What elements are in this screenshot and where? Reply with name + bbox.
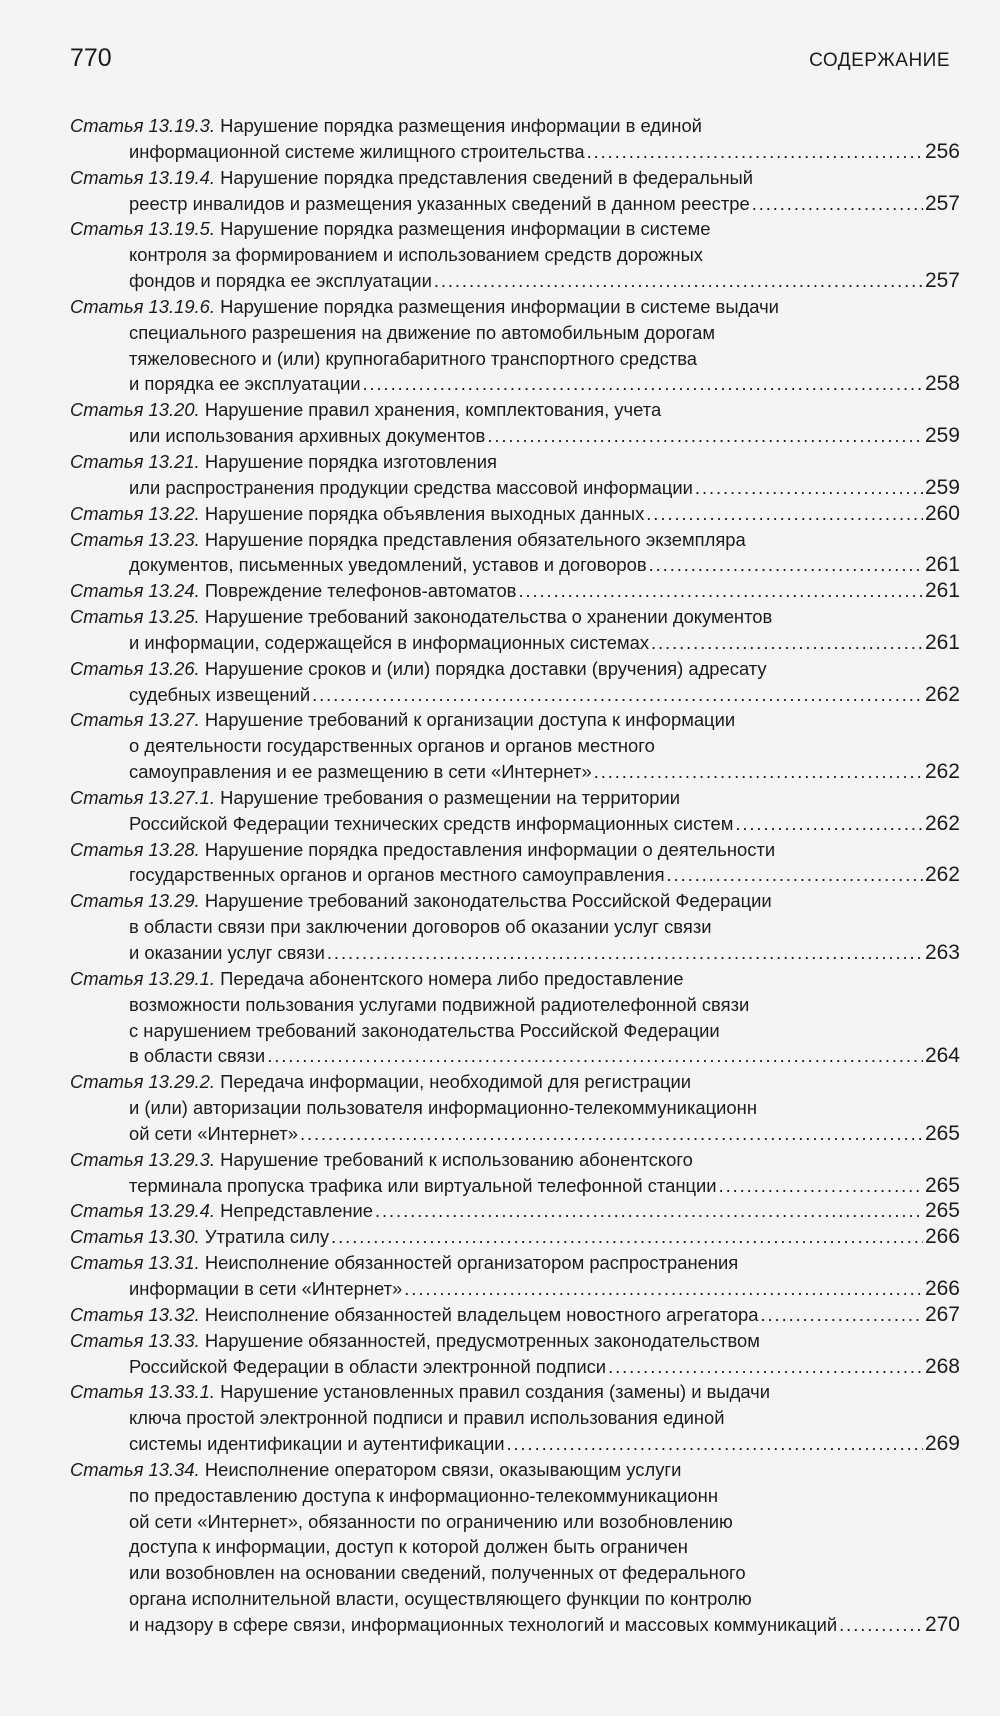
article-title-line: с нарушением требований законодательства Российской Федерации — [129, 1019, 720, 1041]
toc-entry-text — [70, 709, 735, 730]
article-number: Статья 13.25. — [70, 606, 200, 628]
toc-entry-text — [70, 606, 772, 627]
toc-page-number: 256 — [924, 139, 960, 163]
toc-entry-line — [70, 1224, 960, 1250]
toc-entry-text — [129, 423, 485, 449]
toc-entry-line — [70, 346, 960, 372]
dot-leader — [300, 1121, 923, 1147]
article-number: Статья 13.27.1. — [70, 786, 216, 808]
article-title-line: и порядка ее эксплуатации — [129, 373, 361, 395]
toc-entry — [70, 888, 960, 966]
article-title-line: ой сети «Интернет» — [129, 1122, 298, 1144]
toc-entry-line — [70, 397, 960, 423]
toc-page-number: 263 — [924, 941, 960, 964]
toc-entry — [70, 707, 960, 785]
article-title-line: Передача абонентского номера либо предоставление — [220, 967, 684, 989]
toc-entry-line — [70, 707, 960, 733]
toc-entry-line — [70, 733, 960, 759]
article-number: Статья 13.22. — [70, 502, 200, 524]
article-title-line: и надзору в сфере связи, информационных технологий и массовых коммуникаций — [129, 1613, 838, 1635]
dot-leader — [375, 1198, 923, 1224]
toc-entry — [70, 604, 960, 656]
dot-leader — [719, 1173, 923, 1199]
article-title-line: Нарушение порядка размещения информации в системе выдачи — [220, 295, 779, 317]
toc-entry — [70, 785, 960, 837]
toc-entry-line — [70, 656, 960, 682]
article-title-line: государственных органов и органов местного самоуправления — [129, 864, 665, 886]
article-number: Статья 13.19.4. — [70, 166, 216, 188]
toc-entry-text — [129, 1536, 688, 1557]
toc-entry-line — [70, 1509, 960, 1535]
running-title: СОДЕРЖАНИЕ — [809, 50, 950, 71]
toc-entry-line — [70, 837, 960, 863]
toc-entry-text — [70, 167, 753, 188]
toc-entry-line — [70, 268, 960, 294]
toc-page-number: 258 — [924, 372, 960, 396]
toc-page-number: 264 — [924, 1044, 960, 1068]
toc-entry-text — [70, 1459, 681, 1480]
article-title-line: Нарушение порядка размещения информации в системе — [220, 218, 711, 240]
article-number: Статья 13.19.3. — [70, 115, 216, 136]
dot-leader — [667, 862, 923, 888]
article-title-line: и (или) авторизации пользователя информационно-телекоммуникационн — [129, 1097, 757, 1119]
article-title-line: терминала пропуска трафика или виртуальной телефонной станции — [129, 1174, 717, 1196]
toc-entry-line — [70, 1534, 960, 1560]
toc-entry-line — [70, 604, 960, 630]
article-number: Статья 13.31. — [70, 1252, 200, 1274]
toc-entry-line — [70, 1560, 960, 1586]
article-number: Статья 13.29.4. — [70, 1200, 216, 1222]
toc-entry-text — [70, 296, 779, 317]
article-title-line: Передача информации, необходимой для регистрации — [220, 1071, 692, 1093]
article-title-line: Нарушение порядка представления сведений в федеральный — [220, 166, 754, 188]
toc-entry-text — [129, 1511, 733, 1532]
article-title-line: по предоставлению доступа к информационно-телекоммуникационн — [129, 1484, 718, 1506]
article-number: Статья 13.34. — [70, 1458, 200, 1480]
article-title-line: о деятельности государственных органов и органов местного — [129, 735, 655, 757]
toc-entry — [70, 113, 960, 165]
article-title-line: и информации, содержащейся в информационных системах — [129, 631, 650, 653]
dot-leader — [267, 1043, 923, 1069]
toc-entry-text — [129, 552, 647, 578]
article-title-line: Нарушение обязанностей, предусмотренных законодательством — [204, 1329, 760, 1351]
toc-page-number: 261 — [924, 553, 960, 577]
toc-entry — [70, 1250, 960, 1302]
toc-page-number: 267 — [924, 1302, 960, 1326]
toc-page-number: 268 — [924, 1354, 960, 1378]
toc-entry-line — [70, 1405, 960, 1431]
article-title-line: или распространения продукции средства массовой информации — [129, 476, 693, 498]
toc-entry — [70, 449, 960, 501]
toc-entry-line — [70, 1302, 960, 1328]
article-title-line: Утратила силу — [204, 1226, 330, 1248]
toc-entry — [70, 397, 960, 449]
toc-entry-text — [129, 191, 750, 217]
article-number: Статья 13.30. — [70, 1226, 200, 1248]
toc-entry-line — [70, 1250, 960, 1276]
toc-entry-line — [70, 914, 960, 940]
toc-entry-text — [129, 371, 361, 397]
article-number: Статья 13.26. — [70, 657, 200, 679]
article-title-line: и оказании услуг связи — [129, 942, 325, 963]
toc-page-number: 257 — [924, 191, 960, 215]
dot-leader — [646, 501, 923, 527]
toc-entry-text — [129, 1097, 757, 1118]
toc-entry — [70, 294, 960, 397]
toc-entry-line — [70, 242, 960, 268]
toc-entry-text — [70, 1224, 329, 1250]
toc-page-number: 262 — [924, 863, 960, 887]
dot-leader — [594, 759, 923, 785]
article-title-line: контроля за формированием и использованием средств дорожных — [129, 244, 703, 266]
article-number: Статья 13.24. — [70, 580, 200, 602]
dot-leader — [735, 811, 923, 837]
toc-entry-text — [129, 348, 697, 369]
toc-entry-text — [70, 1302, 759, 1328]
article-title-line: системы идентификации и аутентификации — [129, 1433, 505, 1455]
dot-leader — [327, 940, 923, 966]
table-of-contents — [70, 113, 960, 1638]
toc-entry-line — [70, 1612, 960, 1638]
toc-entry-line — [70, 811, 960, 837]
toc-entry-line — [70, 1379, 960, 1405]
article-title-line: Нарушение сроков и (или) порядка доставки (вручения) адресату — [204, 657, 767, 679]
toc-entry-text — [70, 1252, 738, 1273]
article-title-line: Нарушение правил хранения, комплектования, учета — [204, 399, 662, 421]
toc-entry — [70, 1198, 960, 1224]
toc-entry-text — [70, 1149, 693, 1170]
article-number: Статья 13.29.2. — [70, 1071, 216, 1093]
dot-leader — [839, 1612, 923, 1638]
article-title-line: специального разрешения на движение по автомобильным дорогам — [129, 321, 715, 343]
toc-page-number: 262 — [924, 682, 960, 706]
dot-leader — [608, 1354, 923, 1380]
toc-entry-text — [70, 890, 772, 911]
toc-page-number: 259 — [924, 424, 960, 448]
article-title-line: в области связи при заключении договоров об оказании услуг связи — [129, 916, 712, 938]
toc-entry-text — [129, 940, 325, 966]
toc-entry-line — [70, 1095, 960, 1121]
toc-entry-line — [70, 113, 960, 139]
toc-entry-text — [129, 1276, 402, 1302]
toc-entry — [70, 1224, 960, 1250]
toc-entry-text — [70, 1381, 770, 1402]
article-title-line: Нарушение порядка объявления выходных данных — [204, 502, 645, 524]
page-header — [70, 44, 950, 80]
toc-entry-text — [70, 501, 644, 527]
toc-entry-text — [70, 1198, 373, 1224]
toc-entry-text — [70, 578, 516, 604]
dot-leader — [651, 630, 923, 656]
article-title-line: документов, письменных уведомлений, уставов и договоров — [129, 554, 647, 576]
dot-leader — [649, 552, 923, 578]
article-title-line: Нарушение установленных правил создания (замены) и выдачи — [220, 1381, 771, 1403]
toc-entry-text — [129, 244, 703, 265]
toc-entry — [70, 966, 960, 1069]
toc-entry-line — [70, 216, 960, 242]
toc-page-number: 270 — [924, 1612, 960, 1636]
article-title-line: Нарушение требований законодательства о хранении документов — [204, 606, 773, 628]
toc-entry-line — [70, 294, 960, 320]
dot-leader — [752, 191, 923, 217]
dot-leader — [761, 1302, 923, 1328]
dot-leader — [331, 1224, 923, 1250]
article-number: Статья 13.29. — [70, 890, 200, 912]
toc-entry-text — [129, 1431, 505, 1457]
toc-entry-text — [70, 658, 767, 679]
article-title-line: фондов и порядка ее эксплуатации — [129, 270, 432, 292]
toc-entry-line — [70, 1276, 960, 1302]
article-number: Статья 13.19.6. — [70, 295, 216, 317]
toc-entry-text — [129, 1588, 752, 1609]
toc-entry — [70, 578, 960, 604]
article-number: Статья 13.29.3. — [70, 1148, 216, 1170]
dot-leader — [695, 475, 923, 501]
toc-page-number: 257 — [924, 269, 960, 293]
toc-entry-text — [70, 529, 746, 550]
toc-entry — [70, 1457, 960, 1638]
article-number: Статья 13.19.5. — [70, 218, 216, 240]
article-number: Статья 13.21. — [70, 450, 200, 472]
toc-entry — [70, 527, 960, 579]
toc-page-number: 259 — [924, 475, 960, 499]
toc-entry-line — [70, 1121, 960, 1147]
toc-entry — [70, 656, 960, 708]
toc-entry-text — [70, 115, 702, 136]
toc-entry-line — [70, 785, 960, 811]
toc-entry-line — [70, 992, 960, 1018]
toc-entry-line — [70, 630, 960, 656]
toc-page-number: 265 — [924, 1121, 960, 1145]
article-title-line: Нарушение требований законодательства Российской Федерации — [204, 890, 772, 912]
toc-entry-line — [70, 1198, 960, 1224]
toc-entry-line — [70, 320, 960, 346]
toc-entry — [70, 1147, 960, 1199]
article-title-line: информации в сети «Интернет» — [129, 1277, 403, 1299]
article-number: Статья 13.20. — [70, 399, 200, 421]
toc-entry-text — [70, 839, 775, 860]
toc-entry-line — [70, 191, 960, 217]
toc-entry-line — [70, 1069, 960, 1095]
article-title-line: Нарушение порядка предоставления информации о деятельности — [204, 838, 776, 860]
toc-entry-text — [70, 1071, 691, 1092]
toc-entry — [70, 1302, 960, 1328]
article-number: Статья 13.32. — [70, 1303, 200, 1325]
toc-entry-line — [70, 1018, 960, 1044]
toc-entry-line — [70, 862, 960, 888]
article-title-line: Неисполнение обязанностей организатором распространения — [204, 1252, 739, 1274]
toc-entry — [70, 1328, 960, 1380]
toc-page-number: 261 — [924, 630, 960, 654]
toc-entry-line — [70, 475, 960, 501]
article-title-line: Непредставление — [220, 1200, 373, 1222]
article-title-line: в области связи — [129, 1045, 266, 1067]
article-title-line: возможности пользования услугами подвижной радиотелефонной связи — [129, 993, 750, 1015]
toc-entry-line — [70, 578, 960, 604]
toc-entry-line — [70, 1354, 960, 1380]
dot-leader — [518, 578, 922, 604]
article-title-line: доступа к информации, доступ к которой должен быть ограничен — [129, 1536, 688, 1558]
toc-entry-text — [70, 787, 680, 808]
toc-entry-text — [129, 862, 665, 888]
toc-entry — [70, 216, 960, 294]
toc-entry-text — [129, 1121, 298, 1147]
article-title-line: Неисполнение оператором связи, оказывающим услуги — [204, 1458, 682, 1480]
article-title-line: Российской Федерации в области электронной подписи — [129, 1355, 607, 1377]
toc-entry-text — [129, 322, 715, 343]
toc-entry-text — [129, 1562, 746, 1583]
toc-entry-line — [70, 1431, 960, 1457]
article-title-line: Российской Федерации технических средств информационных систем — [129, 812, 734, 834]
article-number: Статья 13.23. — [70, 528, 200, 550]
dot-leader — [587, 139, 923, 165]
article-title-line: Нарушение порядка представления обязательного экземпляра — [204, 528, 746, 550]
toc-entry-text — [129, 630, 649, 656]
toc-entry-text — [129, 139, 585, 165]
toc-page-number: 266 — [924, 1276, 960, 1300]
toc-entry-line — [70, 682, 960, 708]
article-title-line: или использования архивных документов — [129, 425, 486, 447]
article-title-line: Повреждение телефонов-автоматов — [204, 580, 517, 602]
toc-entry-text — [129, 682, 310, 708]
toc-entry — [70, 837, 960, 889]
toc-entry-line — [70, 1586, 960, 1612]
article-title-line: реестр инвалидов и размещения указанных сведений в данном реестре — [129, 192, 750, 214]
toc-entry-text — [129, 759, 592, 785]
article-title-line: или возобновлен на основании сведений, полученных от федерального — [129, 1562, 746, 1584]
article-title-line: Нарушение требований к использованию абонентского — [220, 1148, 693, 1170]
dot-leader — [487, 423, 923, 449]
article-title-line: ой сети «Интернет», обязанности по ограничению или возобновлению — [129, 1510, 733, 1532]
toc-entry-line — [70, 527, 960, 553]
article-number: Статья 13.27. — [70, 709, 200, 731]
toc-entry-line — [70, 759, 960, 785]
article-title-line: органа исполнительной власти, осуществляющего функции по контролю — [129, 1588, 752, 1610]
toc-entry-text — [129, 811, 733, 837]
article-title-line: ключа простой электронной подписи и правил использования единой — [129, 1407, 725, 1429]
toc-page-number: 262 — [924, 760, 960, 784]
toc-entry-text — [129, 1354, 606, 1380]
toc-entry-line — [70, 423, 960, 449]
toc-entry-text — [129, 268, 432, 294]
toc-entry — [70, 501, 960, 527]
toc-entry-text — [129, 1020, 720, 1041]
toc-entry-line — [70, 1483, 960, 1509]
toc-page-number: 261 — [924, 579, 960, 603]
toc-entry-line — [70, 1328, 960, 1354]
toc-entry — [70, 1379, 960, 1457]
toc-entry-text — [129, 475, 693, 501]
article-title-line: Неисполнение обязанностей владельцем новостного агрегатора — [204, 1303, 759, 1325]
toc-page-number: 269 — [924, 1432, 960, 1456]
toc-entry-text — [129, 994, 749, 1015]
toc-page-number: 260 — [924, 501, 960, 525]
article-number: Статья 13.28. — [70, 838, 200, 860]
toc-entry-line — [70, 1043, 960, 1069]
toc-entry-line — [70, 1147, 960, 1173]
page-number: 770 — [70, 44, 112, 72]
toc-entry-text — [129, 735, 655, 756]
toc-entry-line — [70, 139, 960, 165]
dot-leader — [404, 1276, 923, 1302]
toc-entry — [70, 1069, 960, 1147]
dot-leader — [312, 682, 923, 708]
toc-entry-line — [70, 371, 960, 397]
article-number: Статья 13.33.1. — [70, 1381, 216, 1403]
toc-entry-line — [70, 966, 960, 992]
article-title-line: Нарушение требований к организации доступа к информации — [204, 709, 736, 731]
toc-entry-line — [70, 552, 960, 578]
toc-entry-text — [70, 451, 497, 472]
toc-entry-text — [129, 916, 712, 937]
toc-entry-text — [70, 399, 661, 420]
toc-entry-line — [70, 1457, 960, 1483]
article-title-line: информационной системе жилищного строительства — [129, 140, 585, 162]
article-title-line: Нарушение порядка размещения информации в единой — [220, 115, 702, 136]
article-title-line: самоуправления и ее размещению в сети «Интернет» — [129, 761, 592, 783]
toc-entry-text — [129, 1612, 837, 1638]
toc-entry-line — [70, 940, 960, 966]
toc-entry-line — [70, 888, 960, 914]
toc-entry-text — [70, 218, 710, 239]
toc-page-number: 262 — [924, 811, 960, 835]
toc-entry-line — [70, 165, 960, 191]
toc-entry-line — [70, 501, 960, 527]
dot-leader — [363, 371, 923, 397]
toc-entry-line — [70, 1173, 960, 1199]
toc-entry-text — [70, 1330, 760, 1351]
toc-page-number: 266 — [924, 1225, 960, 1249]
article-number: Статья 13.33. — [70, 1329, 200, 1351]
toc-entry-text — [129, 1043, 265, 1069]
toc-page-number: 265 — [924, 1173, 960, 1197]
toc-entry-text — [129, 1485, 718, 1506]
toc-entry-text — [129, 1407, 725, 1428]
article-title-line: тяжеловесного и (или) крупногабаритного транспортного средства — [129, 347, 697, 369]
dot-leader — [507, 1431, 923, 1457]
article-title-line: Нарушение порядка изготовления — [204, 450, 497, 472]
toc-page-number: 265 — [924, 1199, 960, 1223]
article-number: Статья 13.29.1. — [70, 967, 216, 989]
dot-leader — [434, 268, 923, 294]
article-title-line: Нарушение требования о размещении на территории — [220, 786, 681, 808]
toc-entry-line — [70, 449, 960, 475]
article-title-line: судебных извещений — [129, 683, 311, 705]
toc-entry-text — [70, 968, 683, 989]
toc-entry — [70, 165, 960, 217]
toc-entry-text — [129, 1173, 717, 1199]
